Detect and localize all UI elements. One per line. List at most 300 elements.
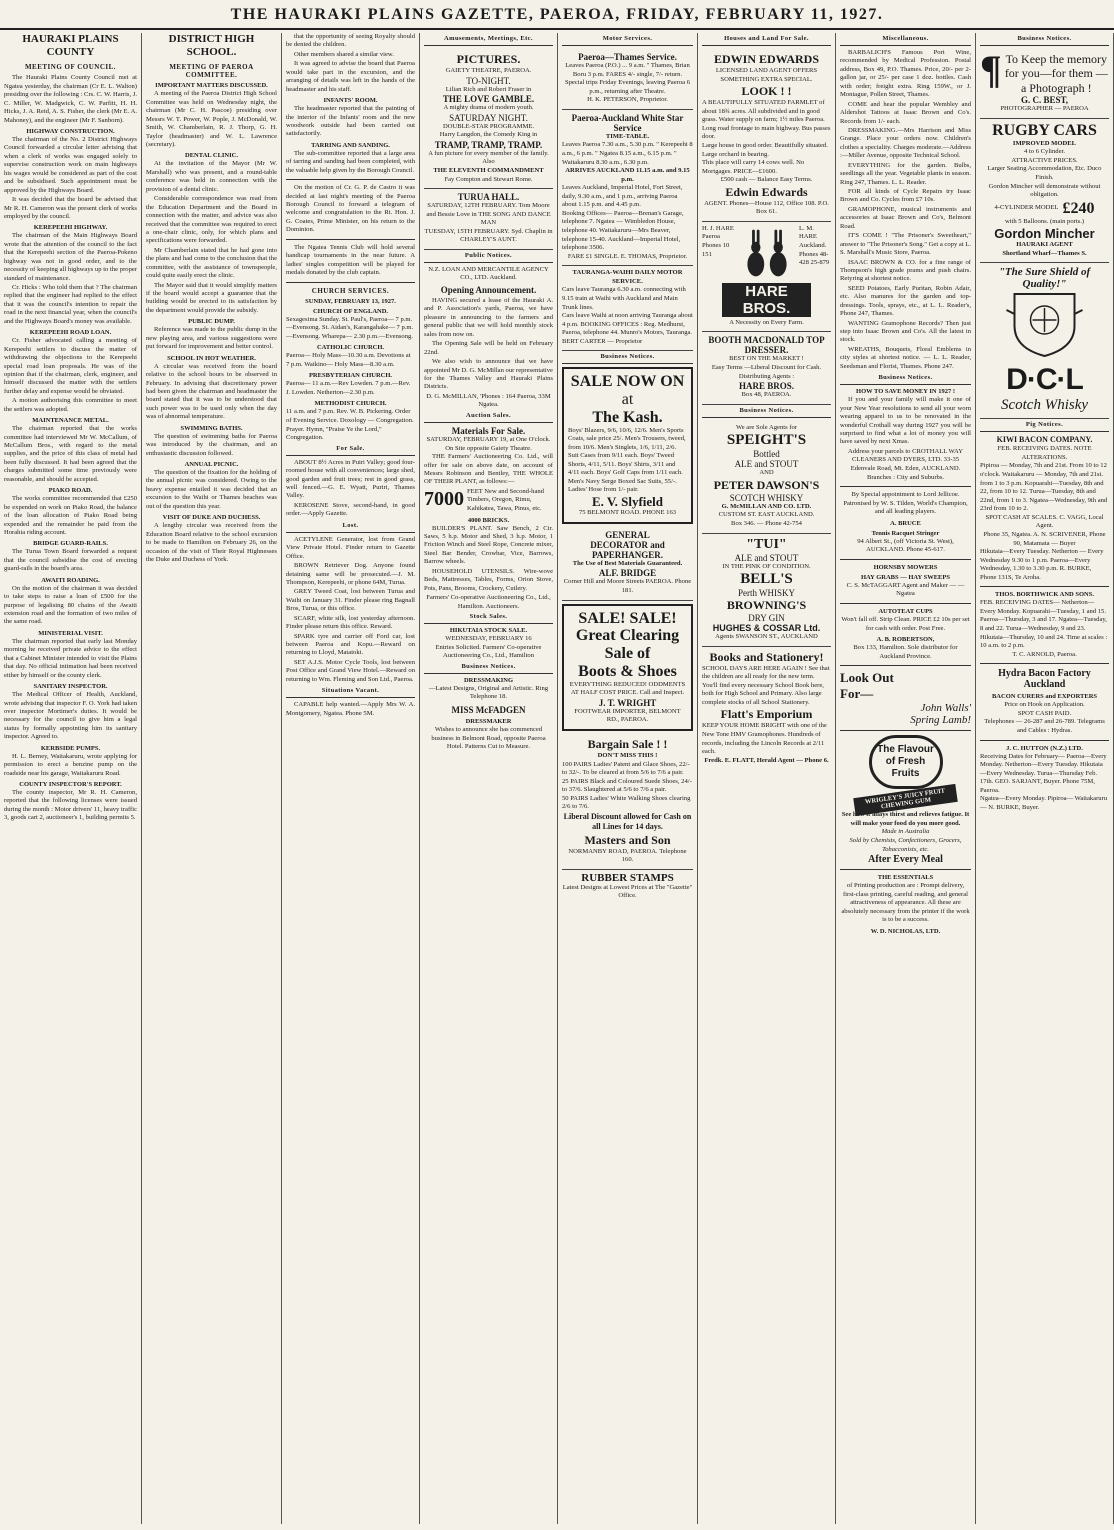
- classified-ad: EVERYTHING for the garden. Bulbs, seedlings all the year. Vegetable plants in season. Ring 247, Thames. L. L. Reader.: [840, 161, 971, 186]
- section-head-miscellaneous: Miscellaneous.: [840, 33, 971, 46]
- paragraph: THE Farmers' Auctioneering Co. Ltd., will offer for sale on above date, on account of Messrs Robinson and Bentley, THE WHOLE OF THEIR PLANT, as follows:—: [424, 453, 553, 486]
- paragraph: HAVING secured a lease of the Hauraki A. and P. Association's yards, Paeroa, we have pleasure in announcing to the farmers and general public that we will hold monthly stock sales from now on.: [424, 297, 553, 338]
- paragraph: On the motion of Cr. G. P. de Castro it was decided at last night's meeting of the Paeroa Borough Council to forward a telegram of welcome and congratulation to the Rt. Hon. J. G. Coates, Prime Minister, on his return to the Dominion.: [286, 184, 415, 234]
- paragraph: The question of swimming baths for Paeroa was introduced by the chairman, and an enthusiastic discussion followed.: [146, 432, 277, 457]
- ad-text: —Latest Designs, Original and Artistic. Ring Telephone 18.: [428, 684, 549, 701]
- article-title: HAURAKI PLAINS COUNTY: [22, 33, 119, 59]
- boots-shoes-sale-ad: [562, 604, 693, 731]
- ad-headline: Look Out: [840, 670, 894, 686]
- section-head-amusements: Amusements, Meetings, Etc.: [424, 33, 553, 46]
- ad-headline: Edwin Edwards: [725, 184, 808, 199]
- paragraph: The headmaster reported that the painting of the interior of the Infants' room and the new woodwork outside had been carried out satisfactorily.: [286, 105, 415, 138]
- ad-text: £500 cash — Balance Easy Terms.: [720, 176, 813, 184]
- ad-text: We are Sole Agents for: [736, 423, 797, 431]
- ad-headline: KIWI BACON COMPANY.: [996, 435, 1093, 445]
- ad-headline: SALE NOW ON: [570, 373, 685, 391]
- column-motor-services: [558, 33, 698, 1524]
- ad-headline: Paeroa—Thames Service.: [578, 52, 677, 62]
- ad-headline: Books and Stationery!: [709, 649, 824, 664]
- ad-text: Price on Hook on Application.: [1004, 701, 1085, 709]
- paragraph: A lengthy circular was received from the Education Board relative to the school excursion to be made to Hamilton on February 26, on the occasion of the visit of Their Royal Highnesses the Duke and Duchess of York.: [146, 522, 277, 563]
- ad-headline: Bargain Sale ! !: [587, 736, 668, 751]
- paragraph: The sub-committee reported that a large area of tarring and sanding had been completed, with the valuable help given by the Borough Council.: [286, 149, 415, 174]
- film-title: TRAMP, TRAMP, TRAMP.: [434, 139, 543, 150]
- ad-headline: RUBBER STAMPS: [581, 871, 674, 884]
- ad-headline: To Keep the memory for you—for them —a Photograph !: [1004, 52, 1108, 95]
- ad-text: SPOT CASH AT SCALES. C. VAGG, Local Agent.: [985, 513, 1104, 530]
- ad-text: Gordon Mincher will demonstrate without obligation.: [988, 182, 1101, 199]
- ad-text: A mighty drama of modern youth.: [443, 104, 534, 112]
- classified-ad: SEED Potatoes, Early Puritan, Robin Adair, etc. Also manures for the garden and top-dressings. Tools, sprays, etc., at L. L. Reader's, Phone 247, Thames.: [840, 284, 971, 318]
- section-head-business-notices: Business Notices.: [980, 33, 1109, 46]
- ad-text: Corner Hill and Moore Streets PAEROA. Phone 181.: [563, 578, 692, 594]
- ad-text: Large house in good order. Beautifully situated. Large orchard in bearing.: [702, 141, 828, 158]
- ad-text: NORMANBY ROAD, PAEROA. Telephone 160.: [568, 847, 687, 864]
- hare-bros-logo: HARE BROS.: [722, 283, 811, 317]
- ad-text: IN THE PINK OF CONDITION.: [722, 562, 811, 570]
- classified-ad: SET A.J.S. Motor Cycle Tools, lost between Post Office and Grand View Hotel.—Reward on returning to Wm. Fleming and Son Ltd., Paeroa.: [286, 658, 415, 683]
- section-head-business-notices: Business Notices.: [424, 661, 553, 674]
- ad-text: Leaves Auckland, Imperial Hotel, Fort Street, daily, 9.30 a.m., and 1 p.m., arriving Paeroa about 1.15 p.m. and 4.45 p.m.: [562, 184, 683, 209]
- ad-headline: "TUI": [746, 536, 787, 552]
- ad-text: By Special appointment to Lord Jellicoe. Patronised by W. S. Tilden, World's Champion, and all leading players.: [843, 491, 968, 516]
- section-heading: KEREPEEHI HIGHWAY.: [33, 224, 108, 232]
- section-head-for-sale: For Sale.: [286, 443, 415, 456]
- ad-headline: BOOTH MACDONALD TOP DRESSER.: [708, 335, 825, 356]
- ad-headline: AUTOTEAT CUPS: [878, 608, 933, 615]
- ad-text: Cars leave Tauranga 6.30 a.m. connecting with 9.15 train at Waihi with Auckland and Main Trunk lines.: [562, 286, 686, 311]
- ad-text: FOOTWEAR IMPORTER, BELMONT RD., PAEROA.: [574, 707, 681, 724]
- film-title: THE ELEVENTH COMMANDMENT: [433, 166, 544, 174]
- ad-text: 4-CYLINDER MODEL: [994, 204, 1059, 212]
- section-heading: ANNUAL PICNIC.: [184, 461, 239, 468]
- ad-text: Phone 35, Ngatea. A. N. SCRIVENER, Phone 90, Matamata — Buyer: [983, 530, 1106, 547]
- ad-headline: DECORATOR and PAPERHANGER.: [590, 539, 665, 560]
- ad-text: Hikutaia—Every Tuesday. Netherton — Every Wednesday 9.30 to 1 p.m. Paeroa—Every Wednesday, 1.30 to 3.30 p.m. R. BURKE, Phone 131S, Te Aroha.: [980, 548, 1104, 581]
- column-miscellaneous: [836, 33, 976, 1524]
- ad-text: Booking Offices— Paeroa—Brenan's Garage, telephone 7. Ngatea — Wimbledon House, telephone 40. Waitakaruru—Mrs Beaver, telephone 15-40. Auckland—Imperial Hotel, telephone 3506.: [562, 209, 684, 252]
- ad-text: Great Clearing Sale of: [575, 627, 680, 663]
- paragraph: The chairman reported that early last Monday morning he received private advice to the effect that a Cabinet Minister intended to visit the Plains that day. No official intimation had been received either by himself or the county clerk.: [4, 637, 137, 679]
- church-services-title: CHURCH SERVICES.: [311, 286, 390, 295]
- section-head-stock-sales: Stock Sales.: [424, 611, 553, 624]
- ad-text: 25 PAIRS Black and Coloured Suede Shoes, 24/- to 37/6. Slaughtered at 5/6 to 7/6 a pair.: [562, 777, 692, 794]
- wrigleys-ad: [840, 735, 971, 865]
- paragraph: Other members shared a similar view.: [294, 50, 394, 58]
- classified-ad: COME and hear the popular Wembley and Aldershot Tattoos at Isaac Brown and Co's. Records from 1/- each.: [840, 100, 971, 125]
- ad-text: Fay Compton and Stewart Rome.: [444, 175, 533, 183]
- film-title: THE LOVE GAMBLE.: [442, 94, 535, 105]
- paragraph: The Ngatea Tennis Club will hold several handicap tournaments in the near future. A ladies' singles competition will be played for medals donated by the club captain.: [286, 243, 415, 277]
- ad-text: FARE £1 SINGLE. E. THOMAS, Proprietor.: [567, 252, 688, 260]
- section-head-business-notices: Business Notices.: [562, 351, 693, 364]
- ad-headline: THE ESSENTIALS: [877, 874, 934, 882]
- ad-text: SPOT CASH PAID.: [1017, 709, 1072, 717]
- classified-ad: GREY Tweed Coat, lost between Turua and Waihi on January 31. Finder please ring Bagnall Bros, Turua, or this office.: [286, 588, 415, 613]
- ad-headline: THOS. BORTHWICK AND SONS.: [995, 591, 1094, 599]
- ad-text: 50 PAIRS Ladies' White Walking Shoes clearing 2/6 to 7/6.: [562, 794, 691, 811]
- church-heading: CHURCH OF ENGLAND.: [312, 307, 389, 315]
- white-star-service-ad: [562, 110, 693, 266]
- ad-text: 75 BELMONT ROAD. PHONE 163: [578, 509, 677, 517]
- ad-text: GAIETY THEATRE, PAEROA.: [445, 67, 532, 74]
- divider: [840, 730, 971, 731]
- ad-headline: Paeroa-Auckland White Star Service: [571, 112, 684, 133]
- ad-headline: HUGHES & COSSAR Ltd.: [712, 623, 821, 634]
- ad-text: Made in Australia: [881, 828, 930, 836]
- section-head-business-notices: Business Notices.: [840, 372, 971, 385]
- paragraph: Cr. Fisher advocated calling a meeting of Kerepeehi settlers to discuss the matter of withdrawing the objections to the Kerepeehi special road loan proposals. He was of the opinion that if the chairman, clerk, engineer, and himself discussed the matter with the settlers further delay and expense would be obviated.: [4, 337, 137, 395]
- paragraph: The question of the fixation for the holding of the annual picnic was considered. Owing to the heavy expense entailed it was decided that an excursion to the Waihi or Thames beaches was out of the question this year.: [146, 469, 277, 510]
- ad-headline: TURUA HALL.: [457, 192, 520, 203]
- ad-text: Distributing Agents :: [738, 372, 795, 380]
- ad-text: Sold by Chemists, Confectioners, Grocers, Tobacconists, etc.: [849, 836, 962, 853]
- ad-text: Box 133, Hamilton. Sole distributor for Auckland Province.: [853, 644, 958, 660]
- section-heading: INFANTS' ROOM.: [323, 97, 378, 105]
- booth-macdonald-ad: [702, 332, 831, 404]
- ad-subheadline: BACON CURERS and EXPORTERS: [991, 693, 1098, 701]
- divider: [840, 559, 971, 560]
- ad-text: Address your parcels to CROTHALL WAY CLEANERS AND DYERS, LTD. 33-35 Edenvale Road, Mt. Eden, AUCKLAND. Branches : City and Suburbs.: [848, 447, 963, 481]
- ad-text: AND: [759, 469, 774, 477]
- paragraph: It was decided that the board be advised that Mr R. H. Cameron was the present clerk of works employed by the council.: [4, 196, 137, 220]
- gum-packet-icon: WRIGLEY'S JUICY FRUIT CHEWING GUM: [853, 784, 958, 816]
- section-head-auction: Auction Sales.: [424, 410, 553, 423]
- section-heading: PIAKO ROAD.: [48, 487, 93, 495]
- ad-text: AGENT. Phones—House 112, Office 108. P.O. Box 61.: [704, 199, 829, 216]
- section-heading: KEREPEEHI ROAD LOAN.: [29, 329, 112, 337]
- section-heading: MINISTERIAL VISIT.: [38, 629, 103, 637]
- paragraph: On the motion of the chairman it was decided to take steps to raise a loan of £500 for the purpose of legalising 80 chains of the Awaiti extension road and the formation of two miles of the same road.: [4, 584, 137, 626]
- ad-text: L. M. HARE Auckland. Phones 48-428 25-879: [799, 224, 830, 267]
- church-times: Paeroa— Holy Mass—10.30 a.m. Devotions at 7 p.m. Waikino— Holy Mass—8.30 a.m.: [286, 352, 411, 368]
- ad-text: TUESDAY, 15TH FEBRUARY. Syd. Chaplin in CHARLEY'S AUNT.: [424, 227, 553, 244]
- paragraph: The Hauraki Plains County Council met at Ngatea yesterday, the chairman (Cr E. L. Walton) presiding over the following : Crs. C. W. Harris, J. C. Miller, W. Madgwick, C. W. Parfitt, H. H. Hicks, J. A. Reid, A. S. Fisher, the clerk (Mr E. A. Mahoney), and the engineer (Mr F. Sanborn).: [4, 74, 137, 124]
- church-times: Paeroa— 11 a.m.—Rev Lowden. 7 p.m.—Rev. J. Lowden. Netherton—2.30 p.m.: [286, 380, 411, 396]
- section-heading: HIGHWAY CONSTRUCTION.: [26, 128, 115, 135]
- ad-headline: The Flavour of Fresh Fruits: [869, 735, 943, 789]
- pilcrow-icon: ¶: [980, 47, 1002, 92]
- ad-text: ARRIVES AUCKLAND 11.15 a.m. and 9.15 p.m.: [565, 167, 690, 183]
- ad-text: Perth WHISKY: [737, 588, 796, 599]
- gaiety-theatre-ad: [424, 49, 553, 189]
- ad-headline: G. C. BEST,: [1020, 95, 1069, 106]
- section-head-public-notices: Public Notices.: [424, 250, 553, 263]
- church-services-date: SUNDAY, FEBRUARY 13, 1927.: [305, 297, 396, 305]
- ad-text: KEEP YOUR HOME BRIGHT with one of the New Tone HMV Gramophones. Hundreds of records, including the Lincoln Records at 2/11 each.: [702, 722, 827, 756]
- ad-text: A BEAUTIFULLY SITUATED FARMLET of about 18¾ acres. All subdivided and in good grass. Water supply on farm; 1½ miles Paeroa. Long road frontage to main highway. Bus passes door.: [702, 99, 831, 141]
- ad-text: FEB. RECEIVING DATES— Netherton—Every Monday. Kopuarahi—Tuesday, 1 and 15. Paeroa—Thursday, 3 and 17. Ngatea—Tuesday, 8 and 22. Turua—Wednesday, 9 and 23. Hikutaia—Thursday, 10 and 24. Time at scales : 10 a.m. to 2 p.m.: [980, 599, 1108, 650]
- classified-ad: ISAAC BROWN & CO. for a fine range of Thompson's high grade prams and push chairs. Retyring at shortest notice.: [840, 258, 971, 283]
- ad-headline: E. V. Slyfield: [591, 494, 664, 509]
- ad-text: Wishes to announce she has commenced business in Belmont Road, opposite Paeroa Hotel. Patterns Cut to Measure.: [431, 725, 546, 751]
- ad-subheadline: Tennis Racquet Stringer: [871, 529, 940, 537]
- ad-headline: HORNSBY MOWERS: [873, 563, 938, 571]
- best-photographer-ad: [980, 49, 1109, 119]
- church-times: Sexagesima Sunday. St. Paul's, Paeroa— 7 p.m.—Evensong. St. Aidan's, Karangahake— 7 p.m.—Evensong. Wharepa— 2.30 p.m.—Evensong.: [286, 315, 414, 340]
- section-head-lost: Lost.: [286, 520, 415, 533]
- classified-ad: IT'S COME ! "The Prisoner's Sweetheart," answer to "The Prisoner's Song." Get a copy at L. S. Marshall's Music Store, Paeroa.: [840, 232, 971, 257]
- ad-text: SCOTCH WHISKY: [729, 492, 804, 503]
- tui-ale-ad: [702, 534, 831, 647]
- section-heading: 4000 BRICKS.: [467, 516, 510, 524]
- ad-text: SATURDAY, FEBRUARY 19, at One O'clock. On Site opposite Gaiety Theatre.: [426, 435, 551, 452]
- ad-text: Leaves Paeroa (P.O.) ... 9 a.m. " Thames, Brian Boru 3 p.m. FARES 4/- single, 7/- return.: [565, 62, 690, 78]
- ad-text: EVERYTHING REDUCED! ODDMENTS AT HALF COST PRICE. Call and Inspect.: [569, 680, 686, 697]
- ad-headline: Spring Lamb!: [910, 714, 971, 727]
- ad-headline: J. T. WRIGHT: [598, 697, 657, 708]
- ad-text: Special trips Friday Evenings, leaving Paeroa 6 p.m., returning after Theatre.: [564, 79, 691, 95]
- article-title: DISTRICT HIGH SCHOOL.: [168, 33, 255, 59]
- ad-text: T. C. ARNOLD, Paeroa.: [1012, 650, 1077, 658]
- ad-text: See how it allays thirst and relieves fatigue. It will make your food do you more good.: [841, 811, 970, 827]
- divider: [840, 665, 971, 666]
- ad-headline: Materials For Sale.: [451, 425, 526, 436]
- classified-ad: KEROSENE Stove, second-hand, in good order.—Apply Gazette.: [286, 501, 415, 518]
- ad-text: ALE and STOUT: [734, 552, 799, 563]
- section-heading: VISIT OF DUKE AND DUCHESS.: [162, 514, 261, 522]
- signature: D. G. McMILLAN, 'Phones : 164 Paeroa, 33M Ngatea.: [426, 392, 551, 409]
- divider: [980, 740, 1109, 741]
- ad-text: 4 to 6 Cylinder.: [1023, 148, 1066, 156]
- classified-ad: SPARK tyre and carrier off Ford car, lost between Paeroa and Kopu.—Reward on returning to Lloyd, Matatoki.: [286, 632, 415, 657]
- church-heading: CATHOLIC CHURCH.: [316, 344, 385, 352]
- ad-headline: Gordon Mincher: [994, 226, 1095, 242]
- ad-text: IMPROVED MODEL: [1012, 139, 1077, 147]
- ad-text: of Printing production are : Prompt delivery, first-class printing, careful reading, and general attractiveness of appearance. All these are absolutely necessary from the printer if the work is to be a success.: [841, 882, 970, 924]
- hare-icon: [739, 225, 795, 281]
- classified-ad: FOR all kinds of Cycle Repairs try Isaac Brown and Co. Cycles from £7 10s.: [840, 188, 971, 204]
- hare-bros-ad: [702, 222, 831, 333]
- section-heading: SWIMMING BATHS.: [180, 424, 243, 432]
- ad-text: Won't fall off. Strip Clean. PRICE £2 10s per set for cash with order. Post Free.: [841, 616, 970, 632]
- section-heading: IMPORTANT MATTERS DISCUSSED.: [155, 82, 268, 90]
- paragraph: The Turua Town Board forwarded a request that the council subsidise the cost of erecting guard-rails in the board's area.: [4, 548, 137, 573]
- paragraph: The chairman of the Main Highways Board wrote that the attention of the council to the fact that the Kerepeehi section of the Paeroa-Pokeno highway was not in good order, and to the necessity of keeping all highways up to the proper standard of maintenance.: [4, 232, 137, 282]
- paragraph: The Opening Sale will be held on February 22nd.: [424, 340, 553, 356]
- ad-text: TIME-TABLE.: [605, 132, 650, 140]
- paragraph: A meeting of the Paeroa District High School Committee was held on Wednesday night, the chairman (Mr C. H. Pascoe) presiding over Messrs W. T. Power, W. Pople, J. McDonald, W. Smith, W. Chamberlain, R. J. Thorp, G. H. Taylor (headmaster) and W. L. Lawrence (secretary).: [146, 90, 277, 148]
- paragraph: The chairman reported that the works committee had interviewed Mr W. McCallum, of McCallum Bros., with regard to the metal supplies, and the price of this class of metal had been fully discussed. It had been agreed that the charges submitted some time previously were reasonable, and should be accepted.: [4, 425, 137, 483]
- ad-text: LICENSED LAND AGENT OFFERS SOMETHING EXTRA SPECIAL.: [715, 67, 818, 83]
- ad-text: Larger Seating Accommodation, Etc. Duco Finish.: [987, 165, 1102, 181]
- big-number: 7000: [424, 487, 464, 510]
- ad-headline: "The Sure Shield of Quality!": [998, 266, 1091, 291]
- divider: [980, 663, 1109, 664]
- ad-text: DOUBLE-STAR PROGRAMME.: [442, 122, 535, 130]
- mcmillan-speights-ad: [702, 421, 831, 534]
- ad-headline: Scotch Whisky: [1000, 397, 1089, 414]
- column-county-council: [0, 33, 142, 1524]
- ad-headline: SPEIGHT'S: [726, 432, 807, 449]
- ad-text: HAURAKI AGENT: [1016, 241, 1073, 249]
- ad-text: SATURDAY NIGHT.: [449, 112, 528, 123]
- ad-text: The Use of Best Materials Guaranteed.: [572, 559, 683, 567]
- ad-text: FEET New and Second-hand Timbers, Oregon, Rimu, Kahikatea, Tawa, Pinus, etc.: [467, 487, 544, 512]
- classified-ad: DRESSMAKING.—Mrs Harrison and Miss Grange. Place your orders now. Children's clothes a speciality. Charges moderate.—Address :—Miller Avenue, opposite Technical School.: [840, 126, 971, 160]
- ad-text: Also: [482, 158, 495, 166]
- ad-text: 100 PAIRS Ladies' Patent and Glace Shoes, 22/- to 32/-. To be cleared at from 5/6 to 7/6 a pair.: [562, 760, 690, 777]
- ad-headline: For—: [840, 686, 874, 702]
- ad-headline: HARE BROS.: [738, 381, 794, 392]
- ad-headline: Opening Announcement.: [440, 285, 537, 295]
- paragraph: The Mayor said that it would simplify matters if the board would accept a guarantee that the building would be erected to its satisfaction by the department would provide the subsidy.: [146, 281, 277, 314]
- turua-hall-ad: [424, 189, 553, 250]
- paragraph: It was agreed to advise the board that Paeroa would take part in the excursion, and the arranging of details was left in the hands of the headmaster and his staff.: [286, 60, 415, 93]
- ad-text: G. McMILLAN AND CO. LTD.: [721, 502, 812, 510]
- section-heading: DENTAL CLINIC.: [185, 152, 238, 160]
- paragraph: A motion authorising this committee to meet the settlers was adopted.: [4, 397, 137, 413]
- column-high-school: [142, 33, 282, 1524]
- paragraph: H. L. Berney, Waitakaruru, wrote applying for permission to erect a benzine pump on the roadside near his garage, Waitakaruru Road.: [4, 752, 137, 777]
- classified-ad: CAPABLE help wanted.—Apply Mrs W. A. Montgomery, Ngatea. Phone 5M.: [286, 701, 415, 717]
- ad-text: CUSTOM ST. EAST AUCKLAND.: [718, 511, 815, 519]
- ad-text: Harry Langdon, the Comedy King in: [439, 131, 538, 139]
- ad-text: DON'T MISS THIS !: [597, 751, 658, 759]
- kash-sale-ad: [562, 367, 693, 524]
- divider: [286, 239, 415, 240]
- church-heading: PRESBYTERIAN CHURCH.: [308, 372, 393, 380]
- ad-text: Liberal Discount allowed for Cash on all Lines for 14 days.: [563, 811, 692, 832]
- ad-headline: W. D. NICHOLAS, LTD.: [870, 927, 941, 935]
- ad-headline: MISS McFADGEN: [451, 704, 526, 715]
- ad-headline: After Every Meal: [868, 854, 943, 866]
- church-heading: METHODIST CHURCH.: [314, 400, 387, 408]
- decorator-ad: [562, 527, 693, 601]
- section-heading: SANITARY INSPECTOR.: [33, 683, 108, 691]
- classified-ad: ABOUT 8½ Acres in Puiri Valley; good four-roomed house with all conveniences; large shed, good garden and fruit trees; rest in good grass, well fenced.—G. E. Wyatt, Puriri, Thames Valley.: [286, 458, 415, 500]
- bargain-sale-ad: [562, 734, 693, 870]
- ad-headline: Flatt's Emporium: [720, 707, 813, 722]
- ad-headline: J. C. HUTTON (N.Z.) LTD.: [1006, 744, 1083, 752]
- ad-headline: HIKUTAIA STOCK SALE.: [449, 627, 528, 635]
- edwin-edwards-ad: [702, 49, 831, 222]
- divider: [840, 603, 971, 604]
- section-heading: MAINTENANCE METAL.: [32, 417, 109, 425]
- ad-text: PHOTOGRAPHER — PAEROA: [1000, 105, 1089, 113]
- ad-headline: Boots & Shoes: [578, 663, 677, 681]
- ad-text: Boys' Blazers, 9/6, 10/6, 12/6. Men's Sports Coats, sale price 25/. Men's Trousers, tweed, from 10/6. Men's Singlets, 1/6, 1/11, 2/6. Suit Cases from 9/11 each. Boys' Tweed Shorts, 4/11, 5/11. Boys' Shirts, 3/11 and 4/11 each. Boys' Golf Caps from 1/11 each. Men's Navy Serge Boxed Sac Suits, 55/-. Ladies' Hose from 1/- pair.: [568, 426, 686, 494]
- section-head-houses-land: Houses and Land For Sale.: [702, 33, 831, 46]
- church-times: 11 a.m. and 7 p.m. Rev. W. B. Pickering. Order of Evening Service. Doxology — Congregation. Prayer. Hymn, "Praise Ye the Lord," Congregation.: [286, 408, 414, 442]
- ad-text: A Necessity on Every Farm.: [729, 318, 804, 326]
- ad-text: ALE and STOUT: [734, 459, 799, 470]
- ad-text: Telephones — 26-287 and 26-789. Telegrams and Cables : Hydras.: [984, 718, 1105, 734]
- ad-text: Latest Designs at Lowest Prices at The "Gazette" Office.: [562, 883, 693, 900]
- classified-ad: WANTING Gramophone Records? Then just step into Isaac Brown and Co's. All the latest in stock.: [840, 319, 971, 344]
- ad-text: H. K. PETERSON, Proprietor.: [587, 96, 668, 104]
- ad-text: This place will carry 14 cows well. No Mortgages. PRICE—£1600.: [702, 159, 805, 175]
- price: £240: [1062, 199, 1095, 217]
- ad-text: Lilian Rich and Robert Fraser in: [445, 85, 532, 93]
- classified-ad: GRAMOPHONE, musical instruments and accessories at Isaac Brown and Co's, Belmont Road.: [840, 205, 971, 230]
- ad-headline: PICTURES.: [456, 52, 521, 66]
- ad-text: BEST ON THE MARKET !: [729, 355, 804, 363]
- masthead: THE HAURAKI PLAINS GAZETTE, PAEROA, FRIDAY, FEBRUARY 11, 1927.: [0, 0, 1114, 30]
- ad-text: H. J. HARE Paeroa Phones 10 151: [702, 224, 734, 258]
- paragraph: A circular was received from the board relative to the school hours to be observed in February. In advising that discretionary power had been given the chairman and headmaster the board stated that it was to be understood that such power was to be used only when the day was of abnormal temperature.: [146, 362, 277, 421]
- ad-headline: ALF. BRIDGE: [598, 568, 657, 579]
- tauranga-waihi-service-ad: [562, 266, 693, 351]
- ad-headline: HOW TO SAVE MONEY IN 1927 !: [856, 388, 955, 396]
- ad-headline: John Walls': [920, 702, 971, 715]
- paragraph: The county inspector, Mr R. H. Cameron, reported that the following licenses were issued during the month : Motor drivers' 11, heavy traffic 3, goods cart 2, auctioneer's 1, building permits 5.: [4, 789, 137, 822]
- ad-headline: BELL'S: [740, 571, 793, 588]
- ad-text: Pipiroa — Monday, 7th and 21st. From 10 to 12 o'clock. Waitakaruru — Monday, 7th and 21st. from 1 to 3 p.m. Kopuarahi—Tuesday, 8th and 22, from 10 to 12. Turua—Tuesday, 8th and 22nd, from 1 to 3. Ngatea—Wednesday, 9th and 23rd from 10 to 2.: [980, 462, 1108, 513]
- ad-headline: DRESSMAKING: [463, 676, 514, 684]
- ad-text: at: [621, 390, 634, 408]
- ad-text: ATTRACTIVE PRICES.: [1011, 156, 1078, 164]
- ad-headline: TAURANGA-WAIHI DAILY MOTOR SERVICE.: [572, 269, 683, 285]
- paragraph: Cr. Hicks : Who told them that ? The chairman replied that the engineer had replied to the effect that it was the council's intention to repair the road in the next financial year, when the council's and the Highways Board's money was available.: [4, 284, 137, 325]
- section-heading: PUBLIC DUMP.: [188, 318, 235, 326]
- paeroa-thames-service-ad: [562, 49, 693, 110]
- divider: [980, 586, 1109, 587]
- classified-ad: BROWN Retriever Dog. Anyone found detaining same will be prosecuted.—J. M. Thompson, Kerepeehi, or phone 64M, Turua.: [286, 562, 415, 586]
- ad-text: TO-NIGHT.: [466, 75, 511, 86]
- section-head-situations: Situations Vacant.: [286, 685, 415, 698]
- ad-headline: A. B. ROBERTSON,: [876, 636, 935, 644]
- article-subtitle: MEETING OF COUNCIL.: [24, 63, 117, 72]
- ad-subheadline: HAY GRABS — HAY SWEEPS: [861, 573, 950, 581]
- ad-subheadline: DRESSMAKER: [465, 717, 512, 725]
- ad-text: DRY GIN: [748, 613, 785, 624]
- ad-headline: Masters and Son: [584, 832, 671, 847]
- section-head-motor-services: Motor Services.: [562, 33, 693, 46]
- classified-ad: ACETYLENE Generator, lost from Grand View Private Hotel. Finder return to Gazette Office.: [286, 535, 415, 560]
- paragraph: We also wish to announce that we have appointed Mr D. G. McMillan our representative for the Thames Valley and Hauraki Plains Districts.: [424, 358, 553, 391]
- paragraph: The works committee recommended that £250 be expended on work on Piako Road, the balance of the loan allocation of Piako Road being expended and the remainder be paid from the Horahia riding account.: [4, 495, 137, 536]
- paragraph: At the invitation of the Mayor (Mr W. Marshall) who was present, and a round-table conference was held in connection with the provision of a dental clinic.: [146, 160, 277, 193]
- paragraph: The Medical Officer of Health, Auckland, wrote advising that inspector F. O. York had taken over inspector Mortimer's duties. It would be necessary for the council to give him a legal status by formally appointing him its sanitary inspector. Agreed to.: [4, 691, 137, 741]
- ad-headline: D·C·L: [1006, 363, 1083, 397]
- section-head-business-notices: Business Notices.: [702, 405, 831, 418]
- dcl-whisky-ad: [980, 263, 1109, 419]
- paragraph: Considerable correspondence was read from the Education Department and the Board in connection with the matter, and advice was also received that the committee was required to erect a one-chair clinic, only, for which plans and specifications were forwarded.: [146, 195, 277, 245]
- divider: [840, 869, 971, 870]
- ad-text: Shortland Wharf—Thames S.: [1002, 249, 1087, 257]
- paragraph: If you and your family will make it one of your New Year resolutions to send all your worn wearing apparel to us to be renovated in the wonderful Crothall way during 1927 you will be surprised to find what a lot of money you will have saved by next Xmas.: [840, 396, 971, 446]
- divider: [840, 486, 971, 487]
- column-houses-land: [698, 33, 836, 1524]
- ad-text: WEDNESDAY, FEBRUARY 16: [445, 635, 532, 643]
- shield-icon: [980, 290, 1109, 358]
- ad-text: Box 48, PAEROA.: [741, 391, 792, 399]
- ad-text: Receiving Dates for February— Paeroa—Every Monday. Netherton—Every Tuesday. Hikutaia—Every Wednesday. Turua—Thursday Feb. 17th. GEO. SARJANT, Buyer. Phone 75M, Paeroa.: [980, 752, 1107, 794]
- ad-headline: PETER DAWSON'S: [713, 477, 820, 492]
- ad-headline: The Kash.: [592, 408, 663, 426]
- paragraph: BUILDER'S PLANT. Saw Bench, 2 Cir. Saws, 5 h.p. Motor and Shed, 3 h.p. Motor, 1 Friction Winch and Steel Rope, Concrete mixer, Steel Bar Bender, Crowbar, Vice, Barrows, Barrow wheels.: [424, 524, 553, 566]
- divider: [286, 282, 415, 283]
- column-amusements: [420, 33, 558, 1524]
- paragraph: The chairman of the No. 2 District Highways Council forwarded a circular letter advising that when a clerk of works was engaged solely to supervise construction work on main highways his wages would be considered as part of the cost and be subsidised. Such appointment must be approved by the Highways Board.: [4, 136, 137, 194]
- section-heading: COUNTY INSPECTOR'S REPORT.: [19, 781, 122, 788]
- flatts-emporium-ad: [702, 647, 831, 770]
- ad-text: Ngatea—Every Monday. Pipiroa— Waitakaruru— N. BURKE, Buyer.: [980, 795, 1108, 811]
- ad-text: with 5 Balloons. (main ports.): [1004, 217, 1085, 225]
- ad-text: Agents SWANSON ST., AUCKLAND: [715, 633, 818, 641]
- ad-text: N.Z. LOAN AND MERCANTILE AGENCY CO., LTD. Auckland.: [428, 265, 549, 282]
- ad-headline: LOOK ! !: [741, 84, 792, 99]
- ad-text: Leaves Paeroa 7.30 a.m., 5.30 p.m. " Kerepeehi 8 a.m., 6 p.m. " Ngatea 8.15 a.m., 6.15 p.m. " Waitakaruru 8.30 a.m., 6.30 p.m.: [562, 141, 693, 166]
- section-heading: AWAITI ROADING.: [41, 576, 100, 584]
- ad-headline: A. BRUCE: [890, 519, 921, 527]
- paragraph: Mr Chamberlain stated that he had gone into the plans and had come to the conclusion that the committee, with the assistance of townspeople, could quite easily erect the clinic.: [146, 246, 277, 280]
- ad-text: SATURDAY, 12TH FEBRUARY. Tom Moore and Bessie Love in THE SONG AND DANCE MAN: [426, 202, 551, 227]
- ad-text: Fredk. E. FLATT, Herald Agent — Phone 6.: [704, 756, 829, 764]
- section-heading: TARRING AND SANDING.: [311, 141, 390, 149]
- ad-text: Entries Solicited. Farmers' Co-operative Auctioneering Co., Ltd., Hamilton: [435, 643, 542, 660]
